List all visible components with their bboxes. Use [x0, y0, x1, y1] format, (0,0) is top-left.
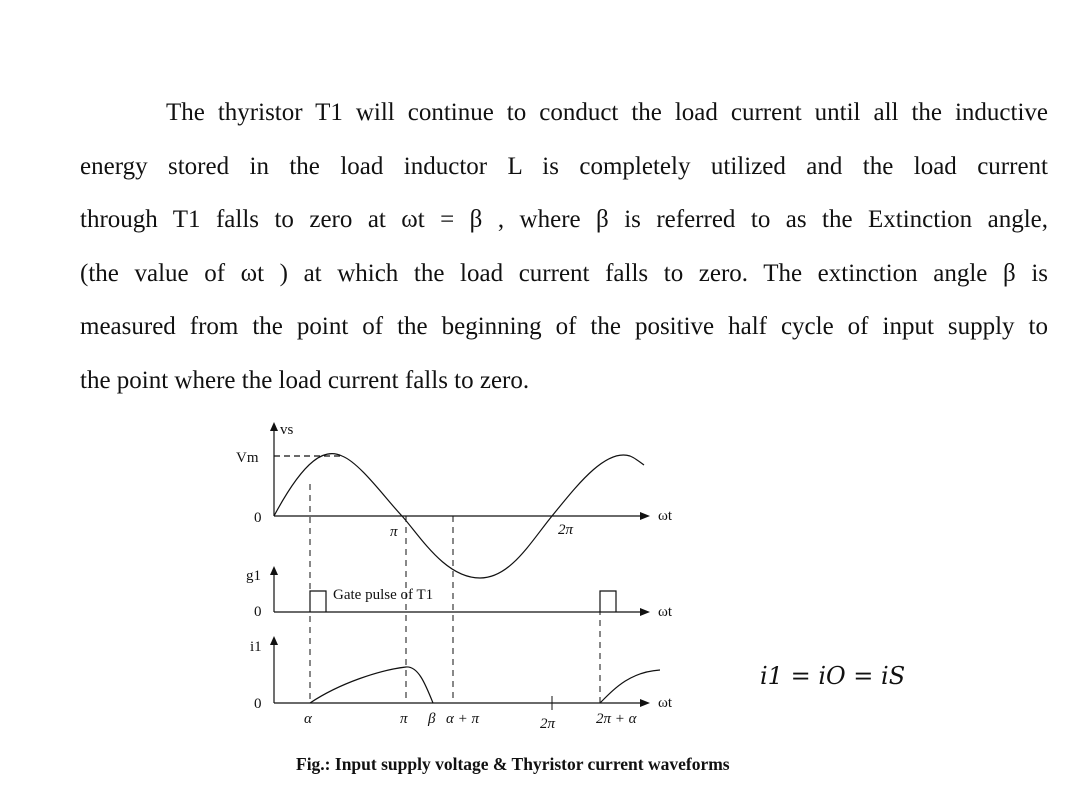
paragraph-line-6: the point where the load current falls to zero.: [80, 366, 530, 394]
wt-label-mid: ωt: [658, 604, 673, 620]
figure-caption: Fig.: Input supply voltage & Thyristor current waveforms: [296, 754, 730, 774]
two-pi-plus-alpha-label: 2π + α: [596, 711, 637, 727]
gate-pulse-2: [600, 591, 616, 612]
zero-label-bottom: 0: [254, 696, 262, 712]
pi-label-bottom: π: [400, 711, 408, 727]
beta-label: β: [428, 711, 436, 727]
paragraph-line-4: (the value of ωt ) at which the load current falls to zero. The extinction angle β is: [80, 259, 1048, 287]
g1-axis-arrow-right: [640, 608, 650, 616]
vs-axis-arrow-right: [640, 512, 650, 520]
wt-label-top: ωt: [658, 508, 673, 524]
alpha-plus-pi-label: α + π: [446, 711, 480, 727]
zero-label-top: 0: [254, 510, 262, 526]
two-pi-label-bottom: 2π: [540, 716, 556, 732]
paragraph-line-3: through T1 falls to zero at ωt = β , where β is referred to as the Extinction angle,: [80, 206, 1048, 233]
paragraph-line-2: energy stored in the load inductor L is completely utilized and the load current: [80, 152, 1048, 180]
vs-axis-arrow-up: [270, 422, 278, 431]
gate-pulse-1: [310, 591, 326, 612]
body-paragraph: [80, 86, 1048, 407]
zero-label-mid: 0: [254, 604, 262, 620]
i1-current-wave-2: [600, 670, 660, 703]
g1-axis-arrow-up: [270, 566, 278, 575]
two-pi-label-top: 2π: [558, 522, 574, 538]
pi-label-top: π: [390, 524, 398, 540]
i1-axis-arrow-up: [270, 636, 278, 645]
waveform-figure: [230, 418, 690, 738]
alpha-label: α: [304, 711, 312, 727]
current-equation: i1 = iO = iS: [760, 662, 906, 690]
vm-label: Vm: [236, 450, 259, 466]
vs-label: vs: [280, 422, 294, 438]
g1-label: g1: [246, 568, 261, 584]
i1-label: i1: [250, 639, 262, 655]
i1-current-wave-1: [310, 667, 433, 703]
gate-pulse-label: Gate pulse of T1: [333, 587, 434, 603]
paragraph-line-5: measured from the point of the beginning of the positive half cycle of input supply to: [80, 313, 1048, 340]
wt-label-bottom: ωt: [658, 695, 673, 711]
i1-axis-arrow-right: [640, 699, 650, 707]
paragraph-line-1: The thyristor T1 will continue to conduct the load current until all the inductive: [166, 99, 1048, 126]
